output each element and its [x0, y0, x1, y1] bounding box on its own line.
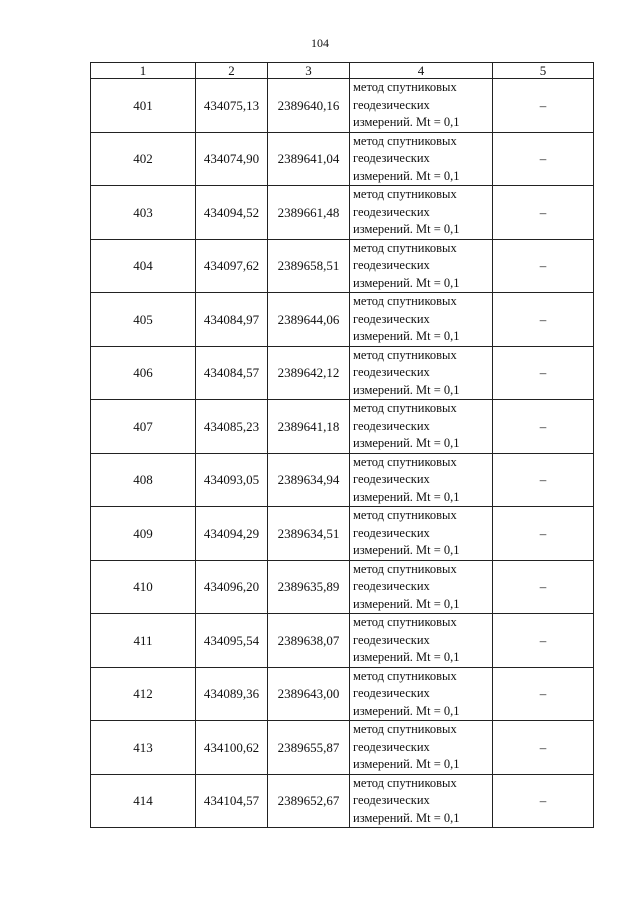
method-cell	[350, 400, 493, 454]
method-cell	[350, 667, 493, 721]
method-line: измерений. Mt = 0,1	[353, 329, 460, 343]
method-cell	[350, 186, 493, 240]
method-line: метод спутниковых	[353, 561, 457, 576]
method-line: геодезических	[353, 151, 430, 165]
table-row	[91, 507, 594, 561]
x-coordinate-cell: 434097,62	[196, 239, 268, 293]
table-row	[91, 721, 594, 775]
method-line: геодезических	[353, 525, 430, 540]
column-header-5: 5	[493, 63, 594, 79]
point-number-cell: 412	[91, 667, 196, 721]
x-coordinate-cell: 434094,52	[196, 186, 268, 240]
column-header-1: 1	[91, 63, 196, 79]
x-coordinate-cell: 434085,23	[196, 400, 268, 454]
method-line: измерений. Mt = 0,1	[353, 115, 460, 129]
y-coordinate-cell: 2389661,48	[268, 186, 350, 240]
method-line: геодезических	[353, 365, 430, 379]
y-coordinate-cell: 2389652,67	[268, 774, 350, 828]
point-number-cell: 404	[91, 239, 196, 293]
x-coordinate-cell: 434093,05	[196, 453, 268, 507]
table-row	[91, 239, 594, 293]
method-line: геодезических	[353, 258, 430, 272]
method-line: измерений. Mt = 0,1	[353, 222, 460, 236]
method-cell	[350, 507, 493, 561]
method-line: геодезических	[353, 97, 430, 112]
x-coordinate-cell: 434074,90	[196, 132, 268, 186]
note-cell: –	[493, 667, 594, 721]
method-cell	[350, 614, 493, 668]
table-row	[91, 667, 594, 721]
y-coordinate-cell: 2389641,18	[268, 400, 350, 454]
method-line: измерений. Mt = 0,1	[353, 489, 460, 504]
x-coordinate-cell: 434089,36	[196, 667, 268, 721]
table-header-row	[91, 63, 594, 79]
y-coordinate-cell: 2389655,87	[268, 721, 350, 775]
table-row	[91, 79, 594, 133]
point-number-cell: 413	[91, 721, 196, 775]
x-coordinate-cell: 434094,29	[196, 507, 268, 561]
method-cell	[350, 774, 493, 828]
method-cell	[350, 79, 493, 133]
note-cell: –	[493, 186, 594, 240]
note-cell: –	[493, 132, 594, 186]
method-cell	[350, 293, 493, 347]
method-line: метод спутниковых	[353, 133, 457, 148]
method-line: геодезических	[353, 739, 430, 754]
coordinates-table	[90, 62, 594, 828]
column-header-2: 2	[196, 63, 268, 79]
note-cell: –	[493, 507, 594, 561]
point-number-cell: 402	[91, 132, 196, 186]
point-number-cell: 401	[91, 79, 196, 133]
method-line: измерений. Mt = 0,1	[353, 275, 460, 290]
method-line: измерений. Mt = 0,1	[353, 543, 460, 557]
y-coordinate-cell: 2389643,00	[268, 667, 350, 721]
y-coordinate-cell: 2389658,51	[268, 239, 350, 293]
method-cell	[350, 560, 493, 614]
table-row	[91, 614, 594, 668]
method-cell	[350, 346, 493, 400]
y-coordinate-cell: 2389634,51	[268, 507, 350, 561]
page-number: 104	[311, 36, 329, 50]
method-line: измерений. Mt = 0,1	[353, 596, 460, 611]
method-line: геодезических	[353, 632, 430, 647]
method-cell	[350, 721, 493, 775]
method-line: геодезических	[353, 686, 430, 700]
point-number-cell: 403	[91, 186, 196, 240]
table-row	[91, 346, 594, 400]
point-number-cell: 410	[91, 560, 196, 614]
y-coordinate-cell: 2389638,07	[268, 614, 350, 668]
column-header-3: 3	[268, 63, 350, 79]
method-line: метод спутниковых	[353, 401, 457, 415]
method-line: измерений. Mt = 0,1	[353, 382, 460, 397]
table-row	[91, 132, 594, 186]
table-row	[91, 400, 594, 454]
method-line: измерений. Mt = 0,1	[353, 168, 460, 183]
point-number-cell: 414	[91, 774, 196, 828]
method-line: метод спутниковых	[353, 454, 457, 469]
method-cell	[350, 453, 493, 507]
point-number-cell: 408	[91, 453, 196, 507]
point-number-cell: 407	[91, 400, 196, 454]
method-line: измерений. Mt = 0,1	[353, 757, 460, 771]
x-coordinate-cell: 434100,62	[196, 721, 268, 775]
y-coordinate-cell: 2389641,04	[268, 132, 350, 186]
method-line: метод спутниковых	[353, 775, 457, 790]
method-line: метод спутниковых	[353, 187, 457, 201]
note-cell: –	[493, 293, 594, 347]
y-coordinate-cell: 2389640,16	[268, 79, 350, 133]
table-body	[91, 79, 594, 828]
y-coordinate-cell: 2389642,12	[268, 346, 350, 400]
method-line: геодезических	[353, 793, 430, 807]
method-line: геодезических	[353, 472, 430, 486]
method-line: метод спутниковых	[353, 294, 457, 308]
note-cell: –	[493, 560, 594, 614]
method-line: геодезических	[353, 204, 430, 219]
method-line: геодезических	[353, 418, 430, 433]
note-cell: –	[493, 400, 594, 454]
y-coordinate-cell: 2389644,06	[268, 293, 350, 347]
method-line: геодезических	[353, 579, 430, 593]
table-row	[91, 560, 594, 614]
method-line: метод спутниковых	[353, 80, 457, 94]
note-cell: –	[493, 721, 594, 775]
point-number-cell: 411	[91, 614, 196, 668]
x-coordinate-cell: 434084,97	[196, 293, 268, 347]
method-line: метод спутниковых	[353, 615, 457, 629]
method-line: измерений. Mt = 0,1	[353, 810, 460, 825]
x-coordinate-cell: 434075,13	[196, 79, 268, 133]
method-line: измерений. Mt = 0,1	[353, 650, 460, 664]
column-header-4: 4	[350, 63, 493, 79]
point-number-cell: 409	[91, 507, 196, 561]
method-line: метод спутниковых	[353, 508, 457, 522]
method-cell	[350, 132, 493, 186]
x-coordinate-cell: 434104,57	[196, 774, 268, 828]
x-coordinate-cell: 434096,20	[196, 560, 268, 614]
note-cell: –	[493, 614, 594, 668]
note-cell: –	[493, 774, 594, 828]
table-row	[91, 186, 594, 240]
method-line: измерений. Mt = 0,1	[353, 703, 460, 718]
note-cell: –	[493, 239, 594, 293]
method-line: измерений. Mt = 0,1	[353, 436, 460, 450]
method-line: геодезических	[353, 311, 430, 326]
note-cell: –	[493, 79, 594, 133]
method-line: метод спутниковых	[353, 722, 457, 736]
method-line: метод спутниковых	[353, 347, 457, 362]
table-row	[91, 774, 594, 828]
table-row	[91, 453, 594, 507]
method-line: метод спутниковых	[353, 240, 457, 255]
method-line: метод спутниковых	[353, 668, 457, 683]
y-coordinate-cell: 2389635,89	[268, 560, 350, 614]
x-coordinate-cell: 434084,57	[196, 346, 268, 400]
y-coordinate-cell: 2389634,94	[268, 453, 350, 507]
note-cell: –	[493, 453, 594, 507]
point-number-cell: 406	[91, 346, 196, 400]
x-coordinate-cell: 434095,54	[196, 614, 268, 668]
method-cell	[350, 239, 493, 293]
table-row	[91, 293, 594, 347]
note-cell: –	[493, 346, 594, 400]
point-number-cell: 405	[91, 293, 196, 347]
